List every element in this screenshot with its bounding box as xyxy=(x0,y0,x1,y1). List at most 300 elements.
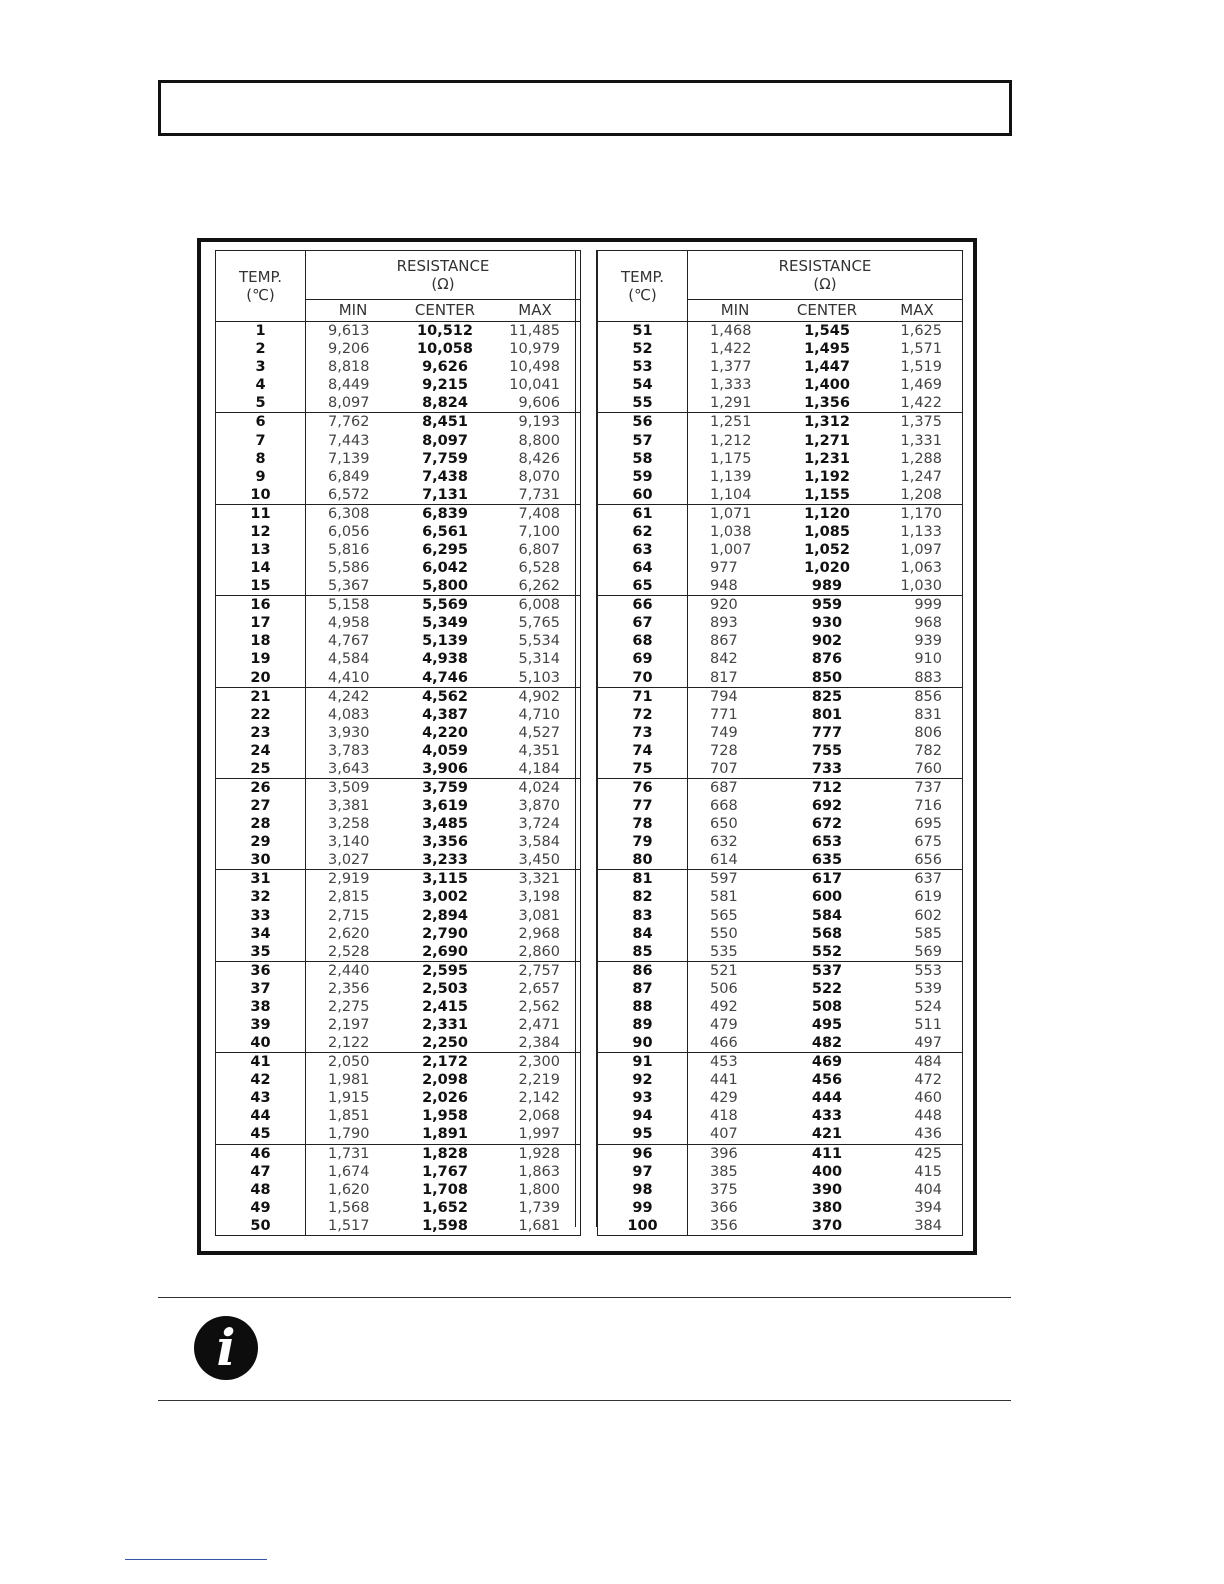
max-cell: 3,584 xyxy=(518,834,560,851)
temp-cell: 64 xyxy=(598,559,688,577)
min-cell: 418 xyxy=(710,1108,738,1125)
temp-cell: 100 xyxy=(598,1217,688,1236)
min-cell: 597 xyxy=(710,871,738,888)
max-cell: 999 xyxy=(914,597,942,614)
max-cell: 2,968 xyxy=(518,925,560,942)
table-row xyxy=(598,706,963,724)
min-cell: 8,097 xyxy=(306,394,401,413)
table-row xyxy=(598,596,963,615)
table-row xyxy=(598,668,963,687)
table-row xyxy=(216,833,581,851)
table-row xyxy=(598,1199,963,1217)
min-cell: 1,251 xyxy=(710,414,752,431)
table-row xyxy=(216,1163,581,1181)
table-row xyxy=(598,742,963,760)
center-cell: 930 xyxy=(811,615,843,632)
max-cell: 716 xyxy=(914,798,942,815)
center-cell: 635 xyxy=(782,851,872,870)
min-cell: 1,007 xyxy=(710,541,752,558)
temp-cell: 82 xyxy=(598,888,688,906)
max-cell: 856 xyxy=(914,688,942,705)
min-cell: 3,140 xyxy=(328,834,370,851)
center-cell: 2,503 xyxy=(422,980,468,997)
table-row xyxy=(216,394,581,413)
max-cell: 1,097 xyxy=(900,541,942,558)
table-row xyxy=(598,376,963,394)
center-cell: 2,690 xyxy=(400,943,490,962)
center-cell: 370 xyxy=(811,1217,843,1234)
max-cell: 2,657 xyxy=(518,980,560,997)
table-row xyxy=(598,577,963,596)
max-cell: 1,519 xyxy=(900,359,942,376)
temp-cell: 2 xyxy=(216,340,306,358)
min-cell: 3,258 xyxy=(328,816,370,833)
table-row xyxy=(216,614,581,632)
center-cell: 495 xyxy=(811,1017,843,1033)
temp-cell: 92 xyxy=(598,1071,688,1089)
center-cell: 6,561 xyxy=(422,523,468,540)
table-row xyxy=(598,559,963,577)
temp-cell: 9 xyxy=(216,468,306,486)
center-cell: 522 xyxy=(811,980,843,997)
center-cell: 1,828 xyxy=(422,1145,468,1162)
temp-cell: 29 xyxy=(216,833,306,851)
table-row xyxy=(216,1071,581,1089)
center-cell: 3,619 xyxy=(422,798,468,815)
min-cell: 1,291 xyxy=(688,394,783,413)
center-cell: 568 xyxy=(811,925,843,942)
temp-cell: 6 xyxy=(216,413,306,432)
center-cell: 6,042 xyxy=(422,560,468,577)
temp-cell: 83 xyxy=(598,907,688,925)
temp-cell: 63 xyxy=(598,541,688,559)
max-cell: 3,198 xyxy=(518,889,560,906)
min-cell: 8,449 xyxy=(328,377,370,394)
min-cell: 366 xyxy=(710,1199,738,1216)
min-cell: 7,443 xyxy=(328,432,370,449)
min-header: MIN xyxy=(306,300,401,322)
min-cell: 794 xyxy=(710,688,738,705)
temp-cell: 20 xyxy=(216,668,306,687)
max-cell: 4,351 xyxy=(518,742,560,759)
max-cell: 968 xyxy=(914,615,942,632)
table-row xyxy=(598,431,963,449)
table-row xyxy=(216,1199,581,1217)
max-cell: 4,184 xyxy=(490,760,581,779)
max-cell: 4,024 xyxy=(518,779,560,796)
center-cell: 4,059 xyxy=(422,742,468,759)
min-cell: 1,139 xyxy=(710,468,752,485)
min-cell: 977 xyxy=(710,560,738,577)
min-cell: 668 xyxy=(710,798,738,815)
max-cell: 539 xyxy=(914,980,942,997)
center-cell: 1,120 xyxy=(804,505,850,522)
center-cell: 400 xyxy=(811,1163,843,1180)
temp-cell: 21 xyxy=(216,687,306,706)
min-cell: 3,381 xyxy=(328,798,370,815)
temp-cell: 25 xyxy=(216,760,306,779)
max-cell: 2,384 xyxy=(490,1034,581,1053)
temp-cell: 71 xyxy=(598,687,688,706)
min-cell: 441 xyxy=(710,1072,738,1089)
min-cell: 632 xyxy=(710,834,738,851)
table-row xyxy=(216,980,581,998)
temp-cell: 57 xyxy=(598,431,688,449)
max-cell: 3,870 xyxy=(518,798,560,815)
min-cell: 550 xyxy=(710,925,738,942)
table-row xyxy=(216,632,581,650)
table-row xyxy=(598,450,963,468)
min-cell: 356 xyxy=(710,1217,738,1234)
temp-cell: 44 xyxy=(216,1107,306,1125)
max-cell: 1,625 xyxy=(900,323,942,340)
table-row xyxy=(216,888,581,906)
table-row xyxy=(598,815,963,833)
resistance-header-label: RESISTANCE xyxy=(396,257,490,275)
temp-cell: 88 xyxy=(598,998,688,1016)
temp-cell: 41 xyxy=(216,1053,306,1072)
max-cell: 1,928 xyxy=(518,1145,560,1162)
resistance-header xyxy=(688,251,963,300)
center-cell: 3,356 xyxy=(422,834,468,851)
max-cell: 569 xyxy=(872,943,963,962)
temp-cell: 62 xyxy=(598,523,688,541)
table-row xyxy=(216,504,581,523)
max-cell: 1,739 xyxy=(518,1199,560,1216)
temp-cell: 50 xyxy=(216,1217,306,1236)
max-cell: 511 xyxy=(914,1017,942,1033)
max-cell: 4,902 xyxy=(518,688,560,705)
temp-cell: 56 xyxy=(598,413,688,432)
temp-cell: 52 xyxy=(598,340,688,358)
temp-cell: 40 xyxy=(216,1034,306,1053)
table-row xyxy=(598,961,963,980)
max-cell: 1,288 xyxy=(900,450,942,467)
max-cell: 384 xyxy=(914,1217,942,1234)
center-cell: 2,331 xyxy=(422,1017,468,1033)
table-row xyxy=(598,340,963,358)
min-cell: 4,584 xyxy=(328,651,370,668)
min-cell: 6,056 xyxy=(328,523,370,540)
center-cell: 456 xyxy=(811,1072,843,1089)
max-cell: 9,606 xyxy=(490,394,581,413)
table-row xyxy=(598,394,963,413)
center-cell: 380 xyxy=(811,1199,843,1216)
center-cell: 1,958 xyxy=(422,1108,468,1125)
table-row xyxy=(598,724,963,742)
min-cell: 3,643 xyxy=(306,760,401,779)
max-cell: 1,030 xyxy=(872,577,963,596)
min-cell: 9,206 xyxy=(328,341,370,358)
max-cell: 2,562 xyxy=(518,998,560,1015)
temp-header xyxy=(598,251,688,322)
center-cell: 6,295 xyxy=(422,541,468,558)
table-row xyxy=(216,650,581,668)
max-header: MAX xyxy=(490,300,581,322)
table-row xyxy=(216,486,581,505)
max-cell: 910 xyxy=(914,651,942,668)
temp-cell: 97 xyxy=(598,1163,688,1181)
min-cell: 1,915 xyxy=(328,1090,370,1107)
center-cell: 1,708 xyxy=(422,1181,468,1198)
center-cell: 1,085 xyxy=(804,523,850,540)
table-row xyxy=(216,340,581,358)
center-cell: 712 xyxy=(811,779,843,796)
resistance-header-unit: (Ω) xyxy=(813,275,837,293)
max-cell: 1,331 xyxy=(900,432,942,449)
min-cell: 2,528 xyxy=(306,943,401,962)
min-cell: 2,050 xyxy=(328,1054,370,1071)
temp-cell: 17 xyxy=(216,614,306,632)
center-header: CENTER xyxy=(782,300,872,322)
center-cell: 1,192 xyxy=(804,468,850,485)
center-cell: 390 xyxy=(811,1181,843,1198)
center-cell: 902 xyxy=(811,633,843,650)
table-row xyxy=(216,577,581,596)
min-header: MIN xyxy=(688,300,783,322)
max-cell: 394 xyxy=(914,1199,942,1216)
center-cell: 3,906 xyxy=(400,760,490,779)
max-cell: 1,681 xyxy=(518,1217,560,1234)
min-cell: 2,815 xyxy=(328,889,370,906)
max-cell: 1,422 xyxy=(872,394,963,413)
temp-cell: 16 xyxy=(216,596,306,615)
center-cell: 777 xyxy=(811,724,843,741)
center-cell: 2,595 xyxy=(422,962,468,979)
center-cell: 733 xyxy=(782,760,872,779)
temp-cell: 34 xyxy=(216,925,306,943)
center-cell: 692 xyxy=(811,798,843,815)
center-cell: 1,312 xyxy=(804,414,850,431)
temp-cell: 38 xyxy=(216,998,306,1016)
max-cell: 404 xyxy=(914,1181,942,1198)
min-cell: 1,333 xyxy=(710,377,752,394)
temp-cell: 24 xyxy=(216,742,306,760)
center-cell: 433 xyxy=(811,1108,843,1125)
min-cell: 728 xyxy=(710,742,738,759)
max-cell: 2,471 xyxy=(518,1017,560,1033)
min-cell: 920 xyxy=(710,597,738,614)
table-row xyxy=(598,797,963,815)
min-cell: 1,175 xyxy=(710,450,752,467)
max-header: MAX xyxy=(872,300,963,322)
min-cell: 6,849 xyxy=(328,468,370,485)
center-cell: 1,271 xyxy=(804,432,850,449)
min-cell: 1,468 xyxy=(710,323,752,340)
center-cell: 3,233 xyxy=(400,851,490,870)
min-cell: 492 xyxy=(710,998,738,1015)
max-cell: 1,863 xyxy=(518,1163,560,1180)
min-cell: 1,981 xyxy=(328,1072,370,1089)
center-cell: 9,215 xyxy=(422,377,468,394)
temp-cell: 3 xyxy=(216,358,306,376)
temp-cell: 37 xyxy=(216,980,306,998)
center-cell: 4,938 xyxy=(422,651,468,668)
table-row xyxy=(216,961,581,980)
table-row xyxy=(216,998,581,1016)
temp-cell: 31 xyxy=(216,870,306,889)
center-cell: 1,767 xyxy=(422,1163,468,1180)
temp-cell: 65 xyxy=(598,577,688,596)
temp-cell: 68 xyxy=(598,632,688,650)
center-cell: 959 xyxy=(811,597,843,614)
max-cell: 2,219 xyxy=(518,1072,560,1089)
max-cell: 806 xyxy=(914,724,942,741)
table-row xyxy=(598,322,963,341)
table-row xyxy=(216,1089,581,1107)
center-cell: 7,759 xyxy=(422,450,468,467)
min-cell: 817 xyxy=(688,668,783,687)
center-cell: 2,790 xyxy=(422,925,468,942)
min-cell: 2,620 xyxy=(328,925,370,942)
temp-cell: 61 xyxy=(598,504,688,523)
center-cell: 755 xyxy=(811,742,843,759)
min-cell: 565 xyxy=(710,907,738,924)
min-cell: 3,509 xyxy=(328,779,370,796)
min-cell: 7,762 xyxy=(328,414,370,431)
temp-cell: 78 xyxy=(598,815,688,833)
center-cell: 1,447 xyxy=(804,359,850,376)
max-cell: 10,041 xyxy=(509,377,560,394)
min-cell: 5,158 xyxy=(328,597,370,614)
temp-cell: 74 xyxy=(598,742,688,760)
max-cell: 5,314 xyxy=(518,651,560,668)
resistance-header-unit: (Ω) xyxy=(431,275,455,293)
temp-cell: 66 xyxy=(598,596,688,615)
table-row xyxy=(216,724,581,742)
max-cell: 1,208 xyxy=(872,486,963,505)
max-cell: 7,731 xyxy=(490,486,581,505)
center-cell: 537 xyxy=(811,962,843,979)
center-cell: 600 xyxy=(811,889,843,906)
table-row xyxy=(216,1016,581,1034)
max-cell: 619 xyxy=(914,889,942,906)
center-cell: 1,495 xyxy=(804,341,850,358)
max-cell: 939 xyxy=(914,633,942,650)
min-cell: 506 xyxy=(710,980,738,997)
min-cell: 771 xyxy=(710,706,738,723)
table-row xyxy=(598,833,963,851)
temp-header-unit: (℃) xyxy=(246,286,275,304)
min-cell: 1,377 xyxy=(710,359,752,376)
max-cell: 2,300 xyxy=(518,1054,560,1071)
center-cell: 4,562 xyxy=(422,688,468,705)
temp-cell: 53 xyxy=(598,358,688,376)
table-row xyxy=(598,486,963,505)
table-row xyxy=(598,1217,963,1236)
min-cell: 1,422 xyxy=(710,341,752,358)
center-cell: 3,759 xyxy=(422,779,468,796)
temp-cell: 10 xyxy=(216,486,306,505)
temp-cell: 60 xyxy=(598,486,688,505)
max-cell: 3,724 xyxy=(518,816,560,833)
max-cell: 425 xyxy=(914,1145,942,1162)
center-cell: 1,598 xyxy=(422,1217,468,1234)
max-cell: 8,800 xyxy=(518,432,560,449)
table-row xyxy=(598,1034,963,1053)
temp-cell: 81 xyxy=(598,870,688,889)
min-cell: 893 xyxy=(710,615,738,632)
temp-cell: 18 xyxy=(216,632,306,650)
temp-header-unit: (℃) xyxy=(628,286,657,304)
temp-cell: 14 xyxy=(216,559,306,577)
table-row xyxy=(598,1125,963,1144)
temp-cell: 1 xyxy=(216,322,306,341)
table-row xyxy=(598,925,963,943)
temp-cell: 48 xyxy=(216,1181,306,1199)
temp-cell: 39 xyxy=(216,1016,306,1034)
temp-cell: 69 xyxy=(598,650,688,668)
temp-cell: 84 xyxy=(598,925,688,943)
max-cell: 4,710 xyxy=(518,706,560,723)
max-cell: 6,262 xyxy=(490,577,581,596)
min-cell: 1,104 xyxy=(688,486,783,505)
temp-cell: 99 xyxy=(598,1199,688,1217)
table-row xyxy=(598,1181,963,1199)
temp-cell: 7 xyxy=(216,431,306,449)
center-cell: 2,894 xyxy=(422,907,468,924)
center-cell: 8,451 xyxy=(422,414,468,431)
center-cell: 801 xyxy=(811,706,843,723)
temp-cell: 4 xyxy=(216,376,306,394)
temp-cell: 8 xyxy=(216,450,306,468)
max-cell: 1,997 xyxy=(490,1125,581,1144)
center-cell: 2,250 xyxy=(400,1034,490,1053)
temp-cell: 77 xyxy=(598,797,688,815)
center-cell: 5,800 xyxy=(400,577,490,596)
resistance-table-left xyxy=(215,250,581,1236)
temp-cell: 76 xyxy=(598,778,688,797)
note-divider-bottom xyxy=(158,1400,1011,1401)
max-cell: 883 xyxy=(872,668,963,687)
min-cell: 6,572 xyxy=(306,486,401,505)
center-cell: 1,356 xyxy=(782,394,872,413)
min-cell: 2,122 xyxy=(306,1034,401,1053)
min-cell: 614 xyxy=(688,851,783,870)
max-cell: 10,498 xyxy=(509,359,560,376)
center-cell: 1,545 xyxy=(804,323,850,340)
max-cell: 695 xyxy=(914,816,942,833)
center-cell: 8,824 xyxy=(400,394,490,413)
max-cell: 5,765 xyxy=(518,615,560,632)
max-cell: 472 xyxy=(914,1072,942,1089)
min-cell: 1,674 xyxy=(328,1163,370,1180)
note-divider-top xyxy=(158,1297,1011,1298)
max-cell: 1,133 xyxy=(900,523,942,540)
min-cell: 2,275 xyxy=(328,998,370,1015)
table-row xyxy=(216,358,581,376)
table-row xyxy=(598,413,963,432)
table-row xyxy=(216,943,581,962)
table-row xyxy=(598,614,963,632)
center-cell: 4,220 xyxy=(422,724,468,741)
center-cell: 9,626 xyxy=(422,359,468,376)
max-cell: 8,070 xyxy=(518,468,560,485)
center-cell: 989 xyxy=(782,577,872,596)
table-row xyxy=(598,632,963,650)
max-cell: 415 xyxy=(914,1163,942,1180)
temp-cell: 59 xyxy=(598,468,688,486)
center-cell: 3,002 xyxy=(422,889,468,906)
center-cell: 7,438 xyxy=(422,468,468,485)
center-cell: 10,058 xyxy=(417,341,473,358)
min-cell: 948 xyxy=(688,577,783,596)
table-row xyxy=(216,431,581,449)
max-cell: 497 xyxy=(872,1034,963,1053)
temp-cell: 93 xyxy=(598,1089,688,1107)
table-row xyxy=(598,1089,963,1107)
min-cell: 842 xyxy=(710,651,738,668)
